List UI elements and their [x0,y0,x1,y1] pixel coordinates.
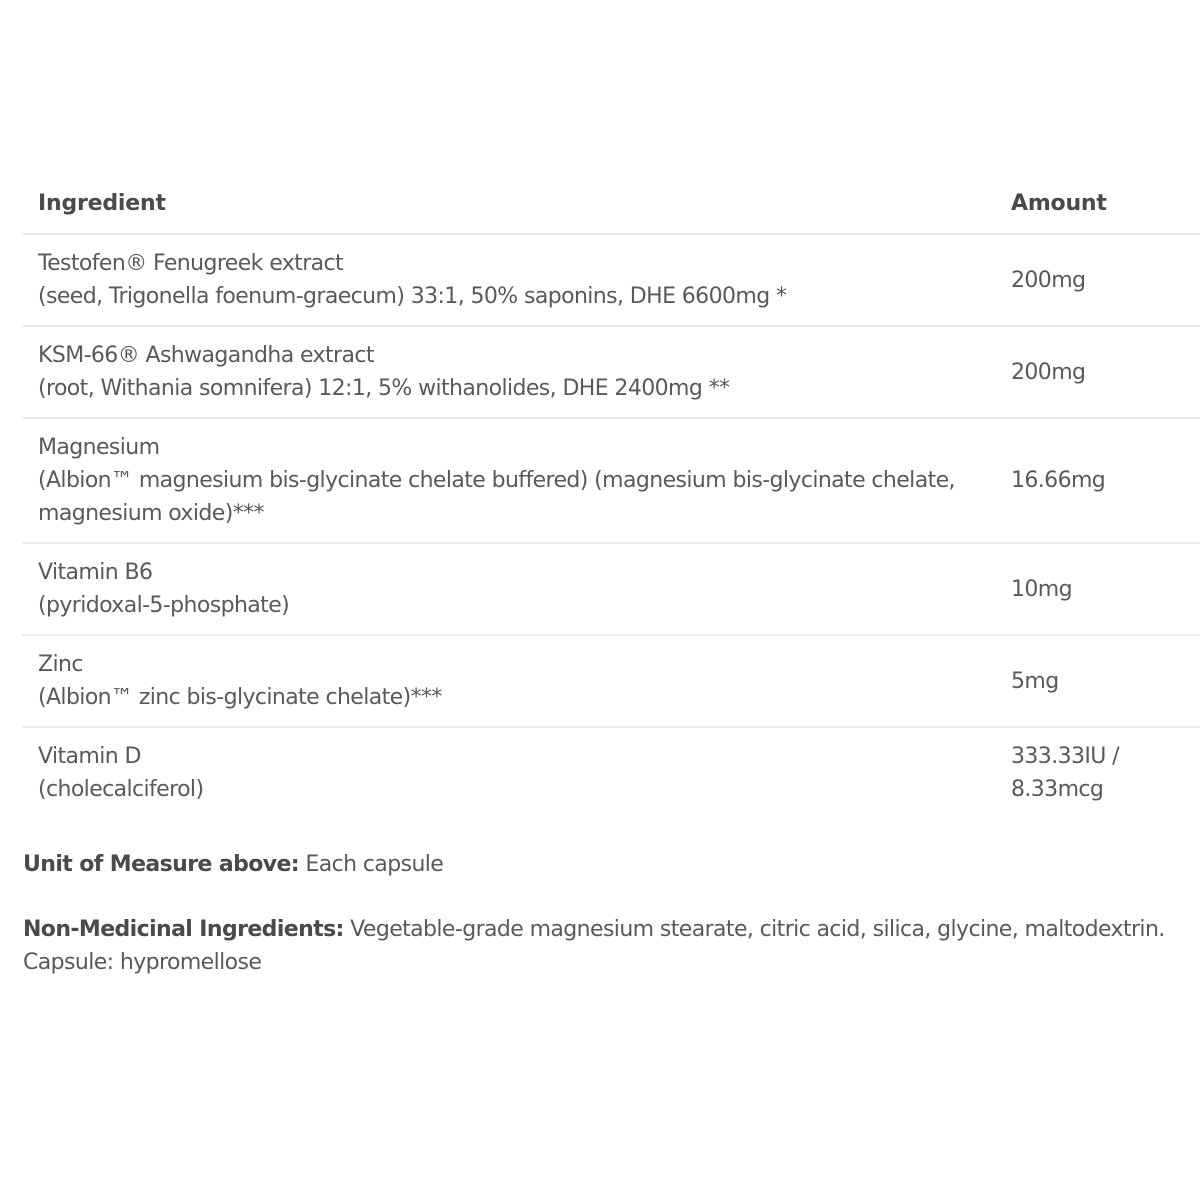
amount-cell: 200mg [995,326,1200,418]
non-medicinal-ingredients-note [23,913,1200,979]
ingredient-detail: (cholecalciferol) [38,777,204,802]
ingredient-detail: (Albion™ magnesium bis-glycinate chelate buffered) (magnesium bis-glycinate chelate, magnesium oxide)*** [38,468,955,526]
ingredient-name: Vitamin D [38,744,141,769]
ingredient-name: Testofen® Fenugreek extract [38,251,344,276]
ingredient-detail: (seed, Trigonella foenum-graecum) 33:1, 50% saponins, DHE 6600mg * [38,284,787,309]
table-header-row [22,186,1200,234]
ingredient-cell [22,727,995,818]
table-row [22,727,1200,818]
column-header-ingredient: Ingredient [22,186,995,234]
table-row [22,326,1200,418]
unit-of-measure-note [23,848,1200,881]
amount-cell: 5mg [995,635,1200,727]
column-header-amount: Amount [995,186,1200,234]
amount-cell: 16.66mg [995,418,1200,543]
ingredient-cell [22,326,995,418]
unit-of-measure-value: Each capsule [305,852,444,877]
amount-cell: 10mg [995,543,1200,635]
amount-cell [995,727,1200,818]
ingredient-cell [22,234,995,326]
ingredient-cell [22,543,995,635]
capsule-note: Capsule: hypromellose [23,950,262,975]
amount-cell: 200mg [995,234,1200,326]
ingredients-table [22,186,1200,818]
table-row [22,543,1200,635]
ingredient-name: Magnesium [38,435,160,460]
ingredient-detail: (pyridoxal-5-phosphate) [38,593,290,618]
ingredient-detail: (Albion™ zinc bis-glycinate chelate)*** [38,685,442,710]
ingredient-cell [22,418,995,543]
ingredient-name: Zinc [38,652,83,677]
ingredient-name: Vitamin B6 [38,560,153,585]
ingredient-name: KSM-66® Ashwagandha extract [38,343,374,368]
non-medicinal-value: Vegetable-grade magnesium stearate, citric acid, silica, glycine, maltodextrin. [350,917,1165,942]
ingredient-detail: (root, Withania somnifera) 12:1, 5% withanolides, DHE 2400mg ** [38,376,730,401]
table-row [22,635,1200,727]
unit-of-measure-label: Unit of Measure above: [23,852,300,877]
table-row [22,234,1200,326]
non-medicinal-label: Non-Medicinal Ingredients: [23,917,344,942]
ingredient-cell [22,635,995,727]
ingredients-section [22,186,1200,818]
amount-value: 333.33IU / 8.33mcg [1011,744,1119,802]
table-row [22,418,1200,543]
